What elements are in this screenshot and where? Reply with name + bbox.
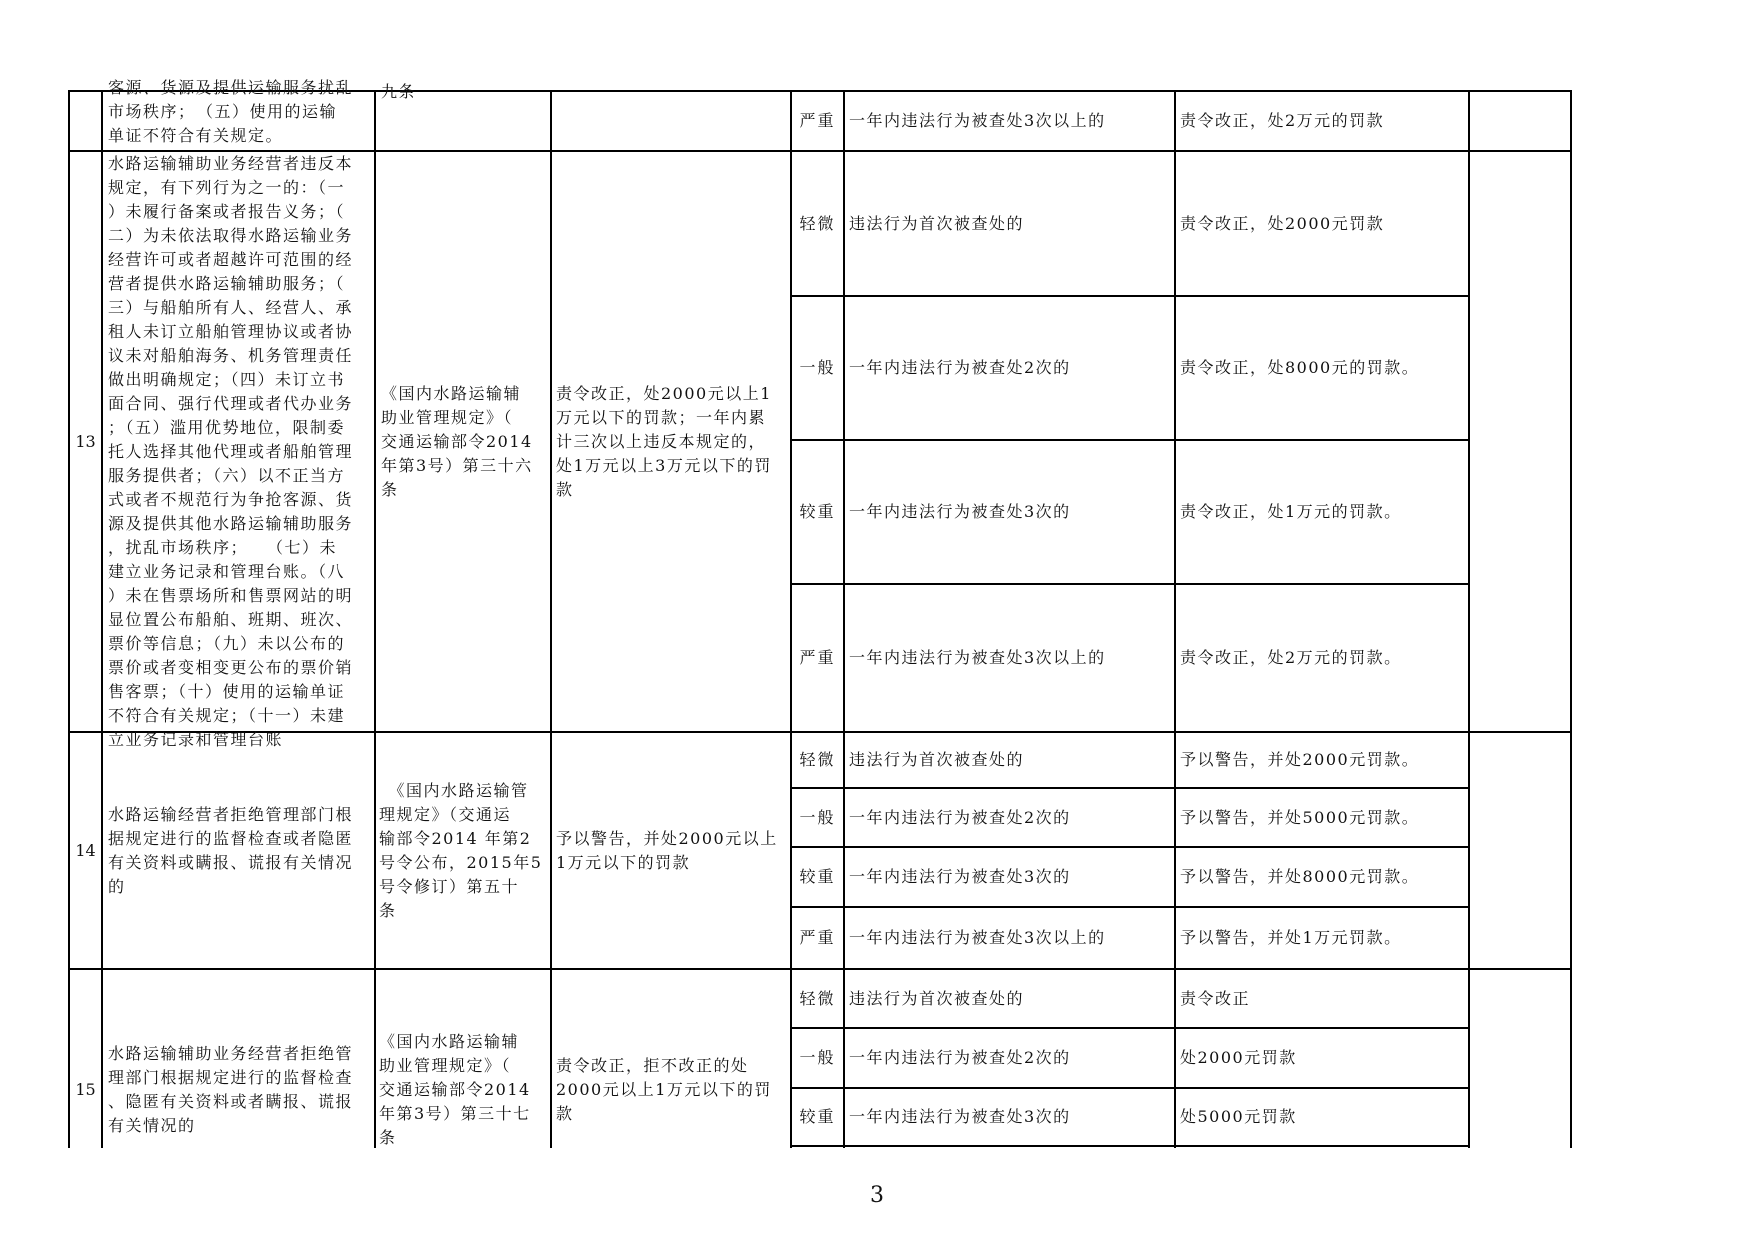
offense-description: 水路运输辅助业务经营者违反本 规定，有下列行为之一的：（一 ）未履行备案或者报告义务；（ 二）为未依法取得水路运输业务 经营许可或者超越许可范围的经 营者提供水路运输辅助服务；（ 三）与船舶所有人、经营人、承 租人未订立船舶管理协议或者协 议未对船舶海务、机务管理责任 做出明确规定；（四）未订立书 面合同、强行代理或者代办业务 ；（五）滥用优势地位，限制委 托人选择其他代理或者船舶管理 服务提供者；（六）以不正当方 式或者不规范行为争抢客源、货 源及提供其他水路运输辅助服务 ，扰乱市场秩序； （七）未 建立业务记录和管理台账。（八 ）未在售票场所和售票网站的明 显位置公布船舶、班期、班次、 票价等信息；（九）未以公布的 票价或者变相变更公布的票价销 售客票；（十）使用的运输单证 不符合有关规定；（十一）未建 立业务记录和管理台账	[108, 154, 354, 749]
level-condition: 一年内违法行为被查处3次以上的	[849, 928, 1106, 947]
offense-description: 客源、货源及提供运输服务扰乱 市场秩序； （五）使用的运输 单证不符合有关规定。	[108, 78, 354, 145]
level-condition: 一年内违法行为被查处2次的	[849, 358, 1071, 377]
level-condition: 一年内违法行为被查处3次以上的	[849, 111, 1106, 130]
level-label: 轻微	[799, 988, 836, 1008]
level-penalty: 责令改正，处1万元的罚款。	[1180, 502, 1402, 521]
level-penalty: 予以警告，并处1万元罚款。	[1180, 928, 1402, 947]
offense-description: 水路运输经营者拒绝管理部门根 据规定进行的监督检查或者隐匿 有关资料或瞒报、谎报有关情况 的	[108, 804, 354, 896]
offense-description-cell	[104, 152, 372, 749]
row-number: 15	[75, 1080, 96, 1099]
level-condition: 违法行为首次被查处的	[849, 988, 1025, 1008]
level-label: 轻微	[799, 750, 836, 769]
level-condition: 一年内违法行为被查处3次的	[849, 867, 1071, 886]
penalty-range: 予以警告，并处2000元以上 1万元以下的罚款	[556, 828, 778, 872]
legal-basis: 《国内水路运输辅 助业管理规定》（ 交通运输部令2014 年第3号）第三十六 条	[381, 383, 533, 499]
column-divider	[374, 90, 376, 1148]
level-condition: 一年内违法行为被查处2次的	[849, 1048, 1071, 1067]
penalty-range: 责令改正，处2000元以上1 万元以下的罚款；一年内累 计三次以上违反本规定的， 处1万元以上3万元以下的罚 款	[556, 383, 772, 499]
penalty-range: 责令改正，拒不改正的处 2000元以上1万元以下的罚 款	[556, 1056, 772, 1123]
level-condition: 一年内违法行为被查处3次以上的	[849, 648, 1106, 667]
level-penalty: 予以警告，并处2000元罚款。	[1180, 750, 1420, 769]
level-penalty: 予以警告，并处5000元罚款。	[1180, 807, 1420, 827]
column-divider	[101, 90, 103, 1148]
level-penalty: 责令改正，处8000元的罚款。	[1180, 358, 1420, 377]
level-label: 一般	[799, 1048, 836, 1067]
level-label: 轻微	[799, 213, 836, 233]
level-label: 较重	[799, 502, 836, 521]
column-divider	[550, 90, 552, 1148]
level-penalty: 责令改正，处2000元罚款	[1180, 213, 1385, 233]
level-label: 较重	[799, 1107, 836, 1126]
column-divider	[1174, 90, 1176, 1148]
level-penalty: 责令改正，处2万元的罚款。	[1180, 648, 1402, 667]
level-condition: 一年内违法行为被查处3次的	[849, 502, 1071, 521]
level-label: 严重	[799, 648, 836, 667]
level-label: 一般	[799, 358, 836, 377]
level-label: 严重	[799, 928, 836, 947]
level-condition: 一年内违法行为被查处2次的	[849, 807, 1071, 827]
legal-basis: 《国内水路运输管 理规定》（交通运 输部令2014 年第2 号令公布，2015年5 号令修订）第五十 条	[379, 780, 543, 920]
level-label: 严重	[799, 111, 836, 130]
legal-basis: 《国内水路运输辅 助业管理规定》（ 交通运输部令2014 年第3号）第三十七 条	[379, 1032, 531, 1147]
subrow-divider	[790, 1145, 1470, 1147]
level-penalty: 予以警告，并处8000元罚款。	[1180, 867, 1420, 886]
legal-basis: 九条	[381, 82, 417, 101]
level-penalty: 处2000元罚款	[1180, 1048, 1297, 1067]
offense-description-cell	[104, 78, 372, 150]
level-penalty: 责令改正	[1180, 988, 1251, 1008]
page-number: 3	[870, 1183, 884, 1208]
level-penalty: 处5000元罚款	[1180, 1107, 1297, 1126]
column-divider	[843, 90, 845, 1148]
level-condition: 一年内违法行为被查处3次的	[849, 1107, 1071, 1126]
column-divider	[1570, 90, 1572, 1148]
row-number: 14	[75, 840, 96, 860]
level-condition: 违法行为首次被查处的	[849, 750, 1025, 769]
row-number: 13	[75, 431, 96, 451]
level-label: 较重	[799, 867, 836, 886]
level-condition: 违法行为首次被查处的	[849, 213, 1025, 233]
level-penalty: 责令改正，处2万元的罚款	[1180, 111, 1385, 130]
offense-description: 水路运输辅助业务经营者拒绝管 理部门根据规定进行的监督检查 、隐匿有关资料或者瞒报、谎报 有关情况的	[108, 1044, 354, 1135]
legal-basis-cell	[377, 82, 548, 150]
level-label: 一般	[799, 807, 836, 827]
column-divider	[1468, 90, 1470, 1148]
